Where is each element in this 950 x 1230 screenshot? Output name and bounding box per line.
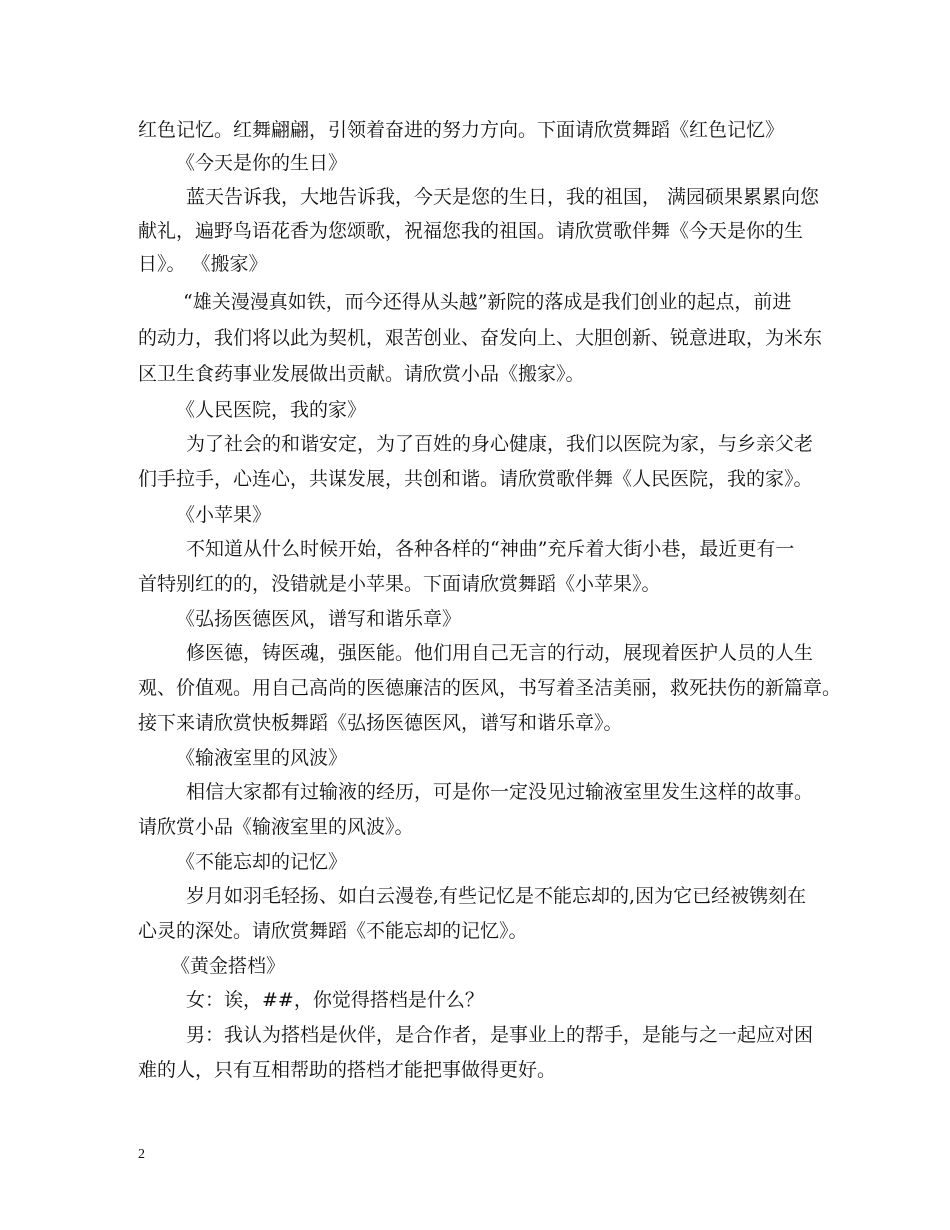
section-title: 《弘扬医德医风，谱写和谐乐章》 [176, 608, 462, 630]
section-title: 《今天是你的生日》 [176, 152, 348, 174]
body-line: 红色记忆。红舞翩翩，引领着奋进的努力方向。下面请欣赏舞蹈《红色记忆》 [138, 119, 785, 141]
dialogue-line: 女：诶，##，你觉得搭档是什么？ [186, 989, 484, 1011]
body-line: 请欣赏小品《输液室里的风波》。 [138, 816, 414, 838]
section-title: 《输液室里的风波》 [176, 747, 348, 769]
body-line: 日》。 《搬家》 [138, 253, 268, 275]
section-title: 《不能忘却的记忆》 [176, 851, 348, 873]
body-line: 区卫生食药事业发展做出贡献。请欣赏小品《搬家》。 [138, 363, 585, 385]
body-line: 心灵的深处。请欣赏舞蹈《不能忘却的记忆》。 [138, 920, 528, 942]
section-title: 《小苹果》 [176, 504, 272, 526]
body-line: 的动力，我们将以此为契机，艰苦创业、奋发向上、大胆创新、锐意进取，为米东 [138, 327, 823, 349]
body-line: 修医德，铸医魂，强医能。他们用自己无言的行动，展现着医护人员的人生 [186, 642, 814, 664]
page-number: 2 [138, 1147, 145, 1162]
section-title: 《人民医院，我的家》 [176, 399, 367, 421]
body-line: 不知道从什么时候开始，各种各样的“神曲”充斥着大街小巷，最近更有一 [186, 538, 795, 560]
body-line: “雄关漫漫真如铁，而今还得从头越”新院的落成是我们创业的起点，前进 [183, 291, 792, 313]
dialogue-line: 难的人，只有互相帮助的搭档才能把事做得更好。 [138, 1059, 557, 1081]
body-line: 观、价值观。用自己高尚的医德廉洁的医风，书写着圣洁美丽，救死扶伤的新篇章。 [138, 677, 842, 699]
body-line: 献礼，遍野鸟语花香为您颂歌，祝福您我的祖国。请欣赏歌伴舞《今天是你的生 [138, 220, 804, 242]
body-line: 岁月如羽毛轻扬、如白云漫卷,有些记忆是不能忘却的,因为它已经被镌刻在 [186, 885, 807, 907]
section-title: 《黄金搭档》 [171, 955, 286, 977]
body-line: 们手拉手，心连心，共谋发展，共创和谐。请欣赏歌伴舞《人民医院，我的家》。 [138, 468, 813, 490]
body-line: 为了社会的和谐安定，为了百姓的身心健康，我们以医院为家，与乡亲父老 [186, 433, 814, 455]
body-line: 蓝天告诉我，大地告诉我，今天是您的生日，我的祖国， 满园硕果累累向您 [186, 186, 820, 208]
body-line: 首特别红的的，没错就是小苹果。下面请欣赏舞蹈《小苹果》。 [138, 573, 661, 595]
body-line: 相信大家都有过输液的经历，可是你一定没见过输液室里发生这样的故事。 [186, 781, 814, 803]
body-line: 接下来请欣赏快板舞蹈《弘扬医德医风，谱写和谐乐章》。 [138, 712, 623, 734]
dialogue-line: 男：我认为搭档是伙伴，是合作者，是事业上的帮手，是能与之一起应对困 [186, 1024, 814, 1046]
